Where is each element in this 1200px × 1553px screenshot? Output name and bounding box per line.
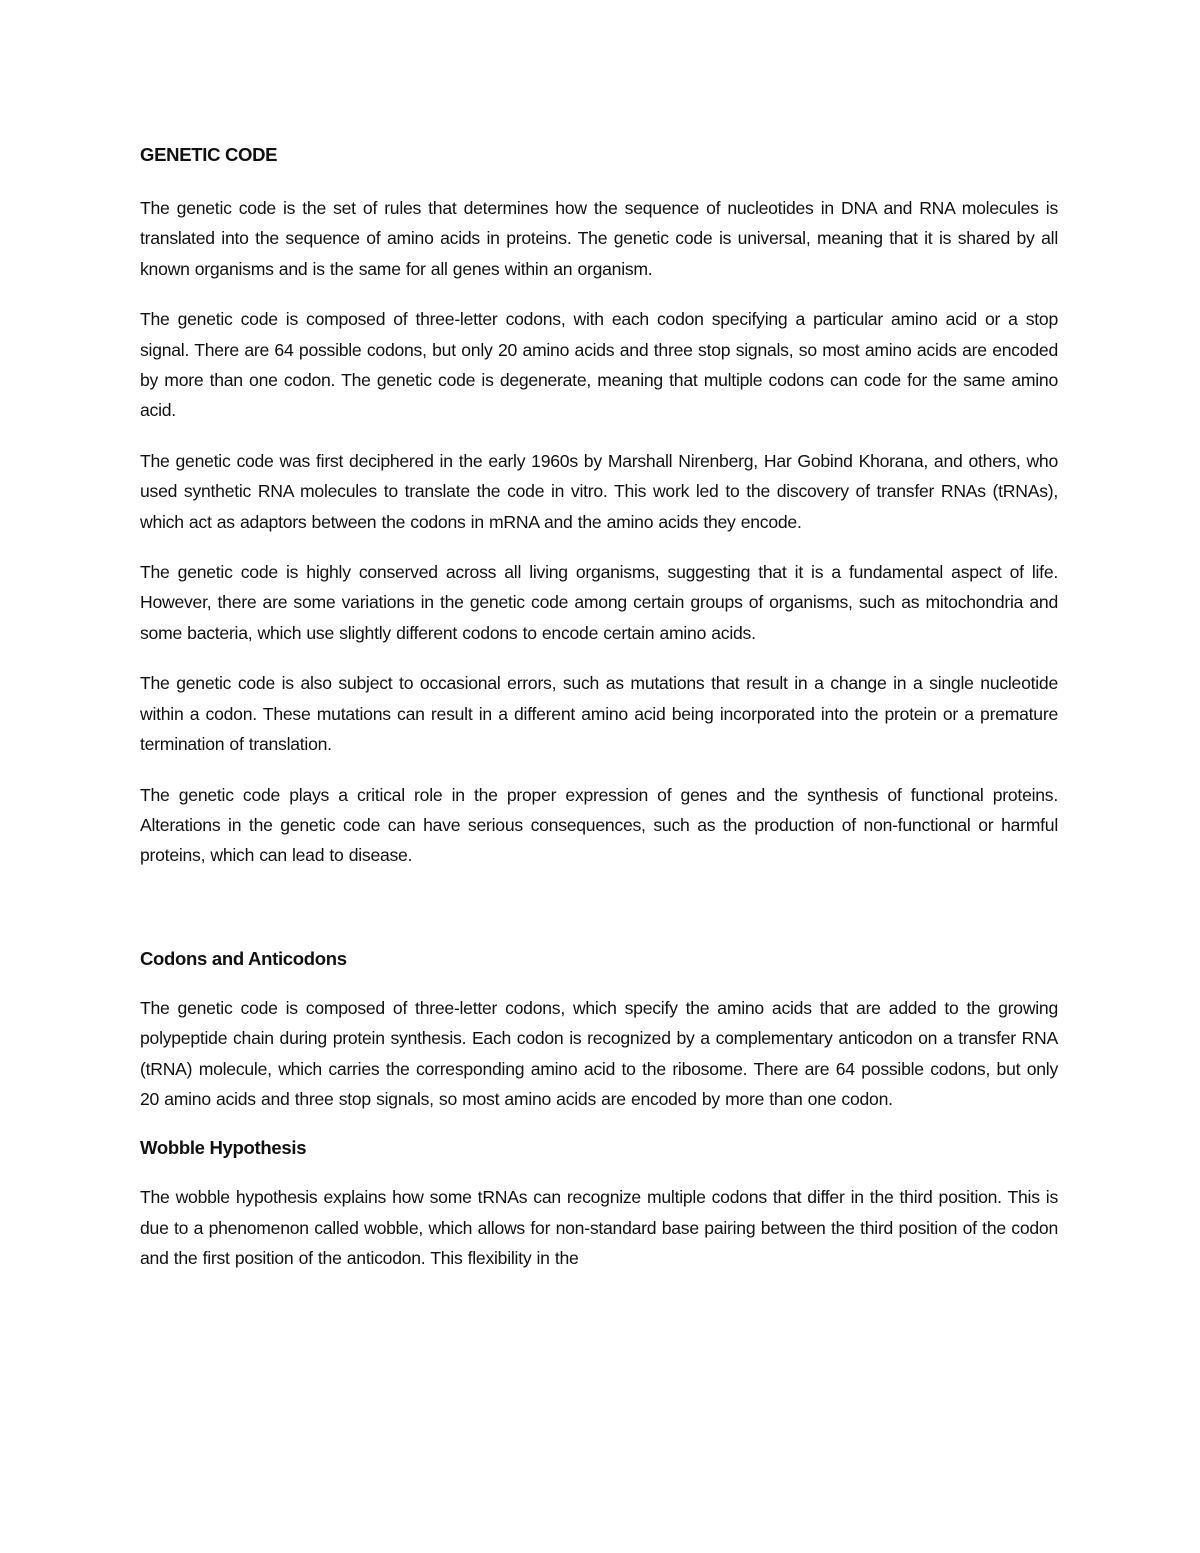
paragraph-intro-1: The genetic code is the set of rules that determines how the sequence of nucleotides in DNA and RNA molecules is translated into the sequence of amino acids in proteins. The genetic code is universal, meaning that it is shared by all known organisms and is the same for all genes within an organism. [140, 198, 1058, 279]
paragraph-intro-3: The genetic code was first deciphered in the early 1960s by Marshall Nirenberg, Har Gobind Khorana, and others, who used synthetic RNA molecules to translate the code in vitro. This work led to the discovery of transfer RNAs (tRNAs), which act as adaptors between the codons in mRNA and the amino acids they encode. [140, 450, 1058, 532]
paragraph-intro-5: The genetic code is also subject to occasional errors, such as mutations that result in a change in a single nucleotide within a codon. These mutations can result in a different amino acid being incorporated into the protein or a premature termination of translation. [140, 673, 1058, 755]
paragraph-codons: The genetic code is composed of three-letter codons, which specify the amino acids that are added to the growing polypeptide chain during protein synthesis. Each codon is recognized by a complementary anticodon on a transfer RNA (tRNA) molecule, which carries the corresponding amino acid to the ribosome. There are 64 possible codons, but only 20 amino acids and three stop signals, so most amino acids are encoded by more than one codon. [140, 997, 1058, 1109]
section-heading-codons: Codons and Anticodons [140, 947, 347, 969]
paragraph-wobble: The wobble hypothesis explains how some tRNAs can recognize multiple codons that differ in the third position. This is due to a phenomenon called wobble, which allows for non-standard base pairing between the third position of the codon and the first position of the anticodon. This flexibility in the [140, 1187, 1058, 1269]
section-spacer [140, 891, 1058, 945]
section-heading-wobble: Wobble Hypothesis [140, 1137, 307, 1159]
paragraph-intro-4: The genetic code is highly conserved across all living organisms, suggesting that it is a fundamental aspect of life. However, there are some variations in the genetic code among certain groups of organisms, such as mitochondria and some bacteria, which use slightly different codons to encode certain amino acids. [140, 562, 1058, 643]
paragraph-intro-6: The genetic code plays a critical role in the proper expression of genes and the synthesis of functional proteins. Alterations in the genetic code can have serious consequences, such as the production of non-functional or harmful proteins, which can lead to disease. [140, 784, 1058, 866]
paragraph-intro-2: The genetic code is composed of three-letter codons, with each codon specifying a particular amino acid or a stop signal. There are 64 possible codons, but only 20 amino acids and three stop signals, so most amino acids are encoded by more than one codon. The genetic code is degenerate, meaning that multiple codons can code for the same amino acid. [140, 309, 1058, 421]
document-body [140, 141, 1058, 1274]
document-title: GENETIC CODE [140, 144, 278, 165]
